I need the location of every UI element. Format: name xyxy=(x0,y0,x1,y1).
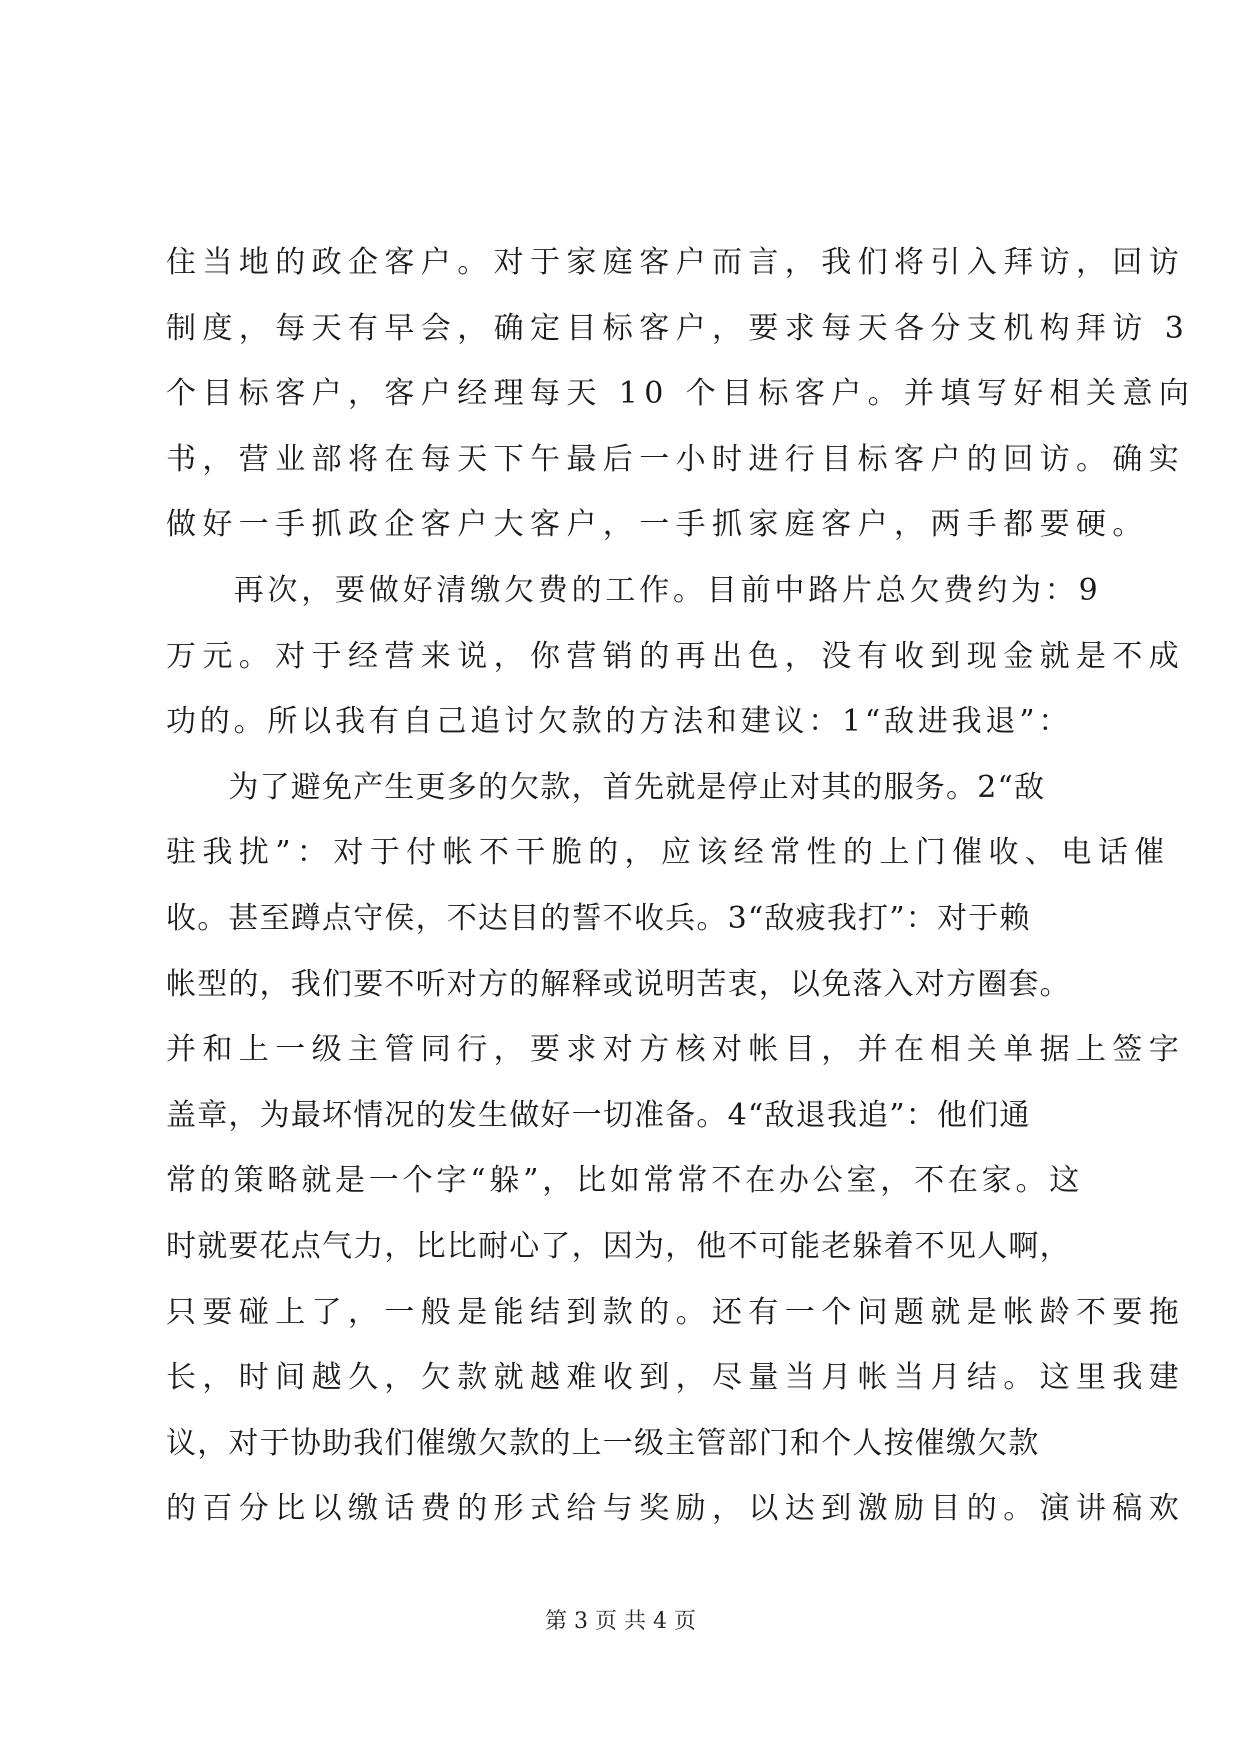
text-line: 功的。所以我有自己追讨欠款的方法和建议：1“敌进我退”： xyxy=(166,704,1073,740)
text-line: 收。甚至蹲点守侯，不达目的誓不收兵。3“敌疲我打”：对于赖 xyxy=(166,900,1031,936)
text-line: 议，对于协助我们催缴欠款的上一级主管部门和个人按催缴欠款 xyxy=(166,1425,1040,1461)
text-line: 制度，每天有早会，确定目标客户，要求每天各分支机构拜访 3 xyxy=(166,310,1191,346)
text-line: 盖章，为最坏情况的发生做好一切准备。4“敌退我追”：他们通 xyxy=(166,1097,1031,1133)
text-line: 长，时间越久，欠款就越难收到，尽量当月帐当月结。这里我建 xyxy=(166,1360,1186,1396)
text-line: 只要碰上了，一般是能结到款的。还有一个问题就是帐龄不要拖 xyxy=(166,1294,1186,1330)
text-line: 万元。对于经营来说，你营销的再出色，没有收到现金就是不成 xyxy=(166,638,1186,674)
body-text xyxy=(166,230,1196,1542)
text-line: 做好一手抓政企客户大客户，一手抓家庭客户，两手都要硬。 xyxy=(166,507,1149,543)
page-number-footer: 第 3 页 共 4 页 xyxy=(545,1609,696,1634)
text-line: 并和上一级主管同行，要求对方核对帐目，并在相关单据上签字 xyxy=(166,1032,1186,1068)
text-line: 再次，要做好清缴欠费的工作。目前中路片总欠费约为：9 xyxy=(166,572,1102,608)
text-line: 住当地的政企客户。对于家庭客户而言，我们将引入拜访，回访 xyxy=(166,245,1186,280)
text-line: 个目标客户，客户经理每天 10 个目标客户。并填写好相关意向 xyxy=(166,376,1196,412)
text-line: 常的策略就是一个字“躲”，比如常常不在办公室，不在家。这 xyxy=(166,1163,1084,1199)
text-line: 驻我扰”：对于付帐不干脆的，应该经常性的上门催收、电话催 xyxy=(166,835,1171,871)
text-line: 书，营业部将在每天下午最后一小时进行目标客户的回访。确实 xyxy=(166,441,1186,477)
text-line: 的百分比以缴话费的形式给与奖励，以达到激励目的。演讲稿欢 xyxy=(166,1491,1186,1527)
text-line: 时就要花点气力，比比耐心了，因为，他不可能老躲着不见人啊， xyxy=(166,1228,1071,1264)
text-line: 为了避免产生更多的欠款，首先就是停止对其的服务。2“敌 xyxy=(166,769,1046,805)
text-line: 帐型的，我们要不听对方的解释或说明苦衷，以免落入对方圈套。 xyxy=(166,966,1071,1002)
